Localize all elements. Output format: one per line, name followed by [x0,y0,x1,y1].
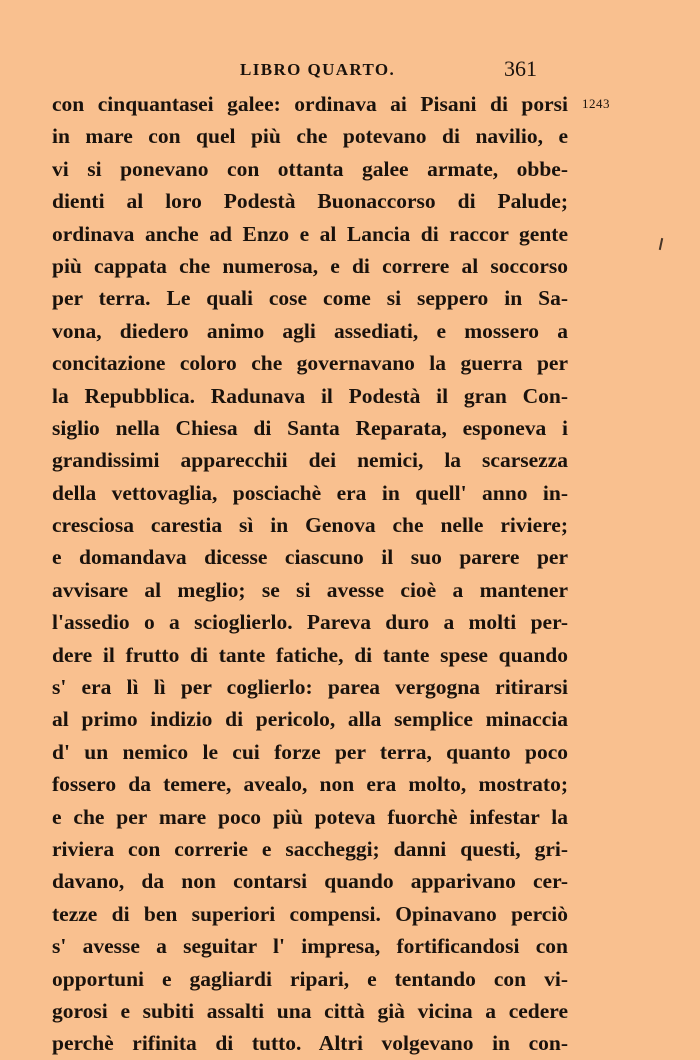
text-line: riviera con correrie e saccheggi; danni questi, gri- [52,836,568,861]
chapter-title: LIBRO QUARTO. [240,60,396,79]
text-line: ordinava anche ad Enzo e al Lancia di raccor gente [52,221,568,246]
text-line: grandissimi apparecchii dei nemici, la scarsezza [52,448,568,473]
text-line: della vettovaglia, posciachè era in quell' anno in- [52,480,568,505]
text-line: fossero da temere, avealo, non era molto, mostrato; [52,772,568,797]
text-line: d' un nemico le cui forze per terra, quanto poco [52,739,568,764]
text-line: dere il frutto di tante fatiche, di tante spese quando [52,642,568,667]
text-line: l'assedio o a scioglierlo. Pareva duro a molti per- [52,610,568,635]
text-line: più cappata che numerosa, e di correre al soccorso [52,253,568,278]
text-line: la Repubblica. Radunava il Podestà il gran Con- [52,383,568,408]
text-line: in mare con quel più che potevano di navilio, e [52,124,568,149]
text-line: cresciosa carestia sì in Genova che nelle riviere; [52,513,568,538]
text-line: tezze di ben superiori compensi. Opinavano perciò [52,901,568,926]
text-line: concitazione coloro che governavano la guerra per [52,351,568,376]
text-line: vona, diedero animo agli assediati, e mossero a [52,318,568,343]
text-line: gorosi e subiti assalti una città già vicina a cedere [52,998,568,1023]
text-line: opportuni e gagliardi ripari, e tentando con vi- [52,966,568,991]
text-line: e domandava dicesse ciascuno il suo parere per [52,545,568,570]
text-line: al primo indizio di pericolo, alla semplice minaccia [52,707,568,732]
text-line: con cinquantasei galee: ordinava ai Pisani di porsi [52,92,568,116]
running-head [52,56,572,88]
text-body [52,88,568,1060]
text-line: per terra. Le quali cose come si seppero in Sa- [52,286,568,311]
text-line: s' era lì lì per coglierlo: parea vergogna ritirarsi [52,675,568,700]
text-line: perchè rifinita di tutto. Altri volgevano in con- [52,1031,568,1056]
text-line: vi si ponevano con ottanta galee armate, obbe- [52,156,568,181]
page-number: 361 [504,56,537,81]
text-line: siglio nella Chiesa di Santa Reparata, esponeva i [52,415,568,440]
text-line: dienti al loro Podestà Buonaccorso di Palude; [52,189,568,214]
margin-year-note: 1243 [582,96,610,111]
margin-mark [659,238,663,250]
text-line: davano, da non contarsi quando apparivano cer- [52,869,568,894]
text-line: s' avesse a seguitar l' impresa, fortificandosi con [52,934,568,959]
text-line: e che per mare poco più poteva fuorchè infestar la [52,804,568,829]
text-line: avvisare al meglio; se si avesse cioè a mantener [52,577,568,602]
